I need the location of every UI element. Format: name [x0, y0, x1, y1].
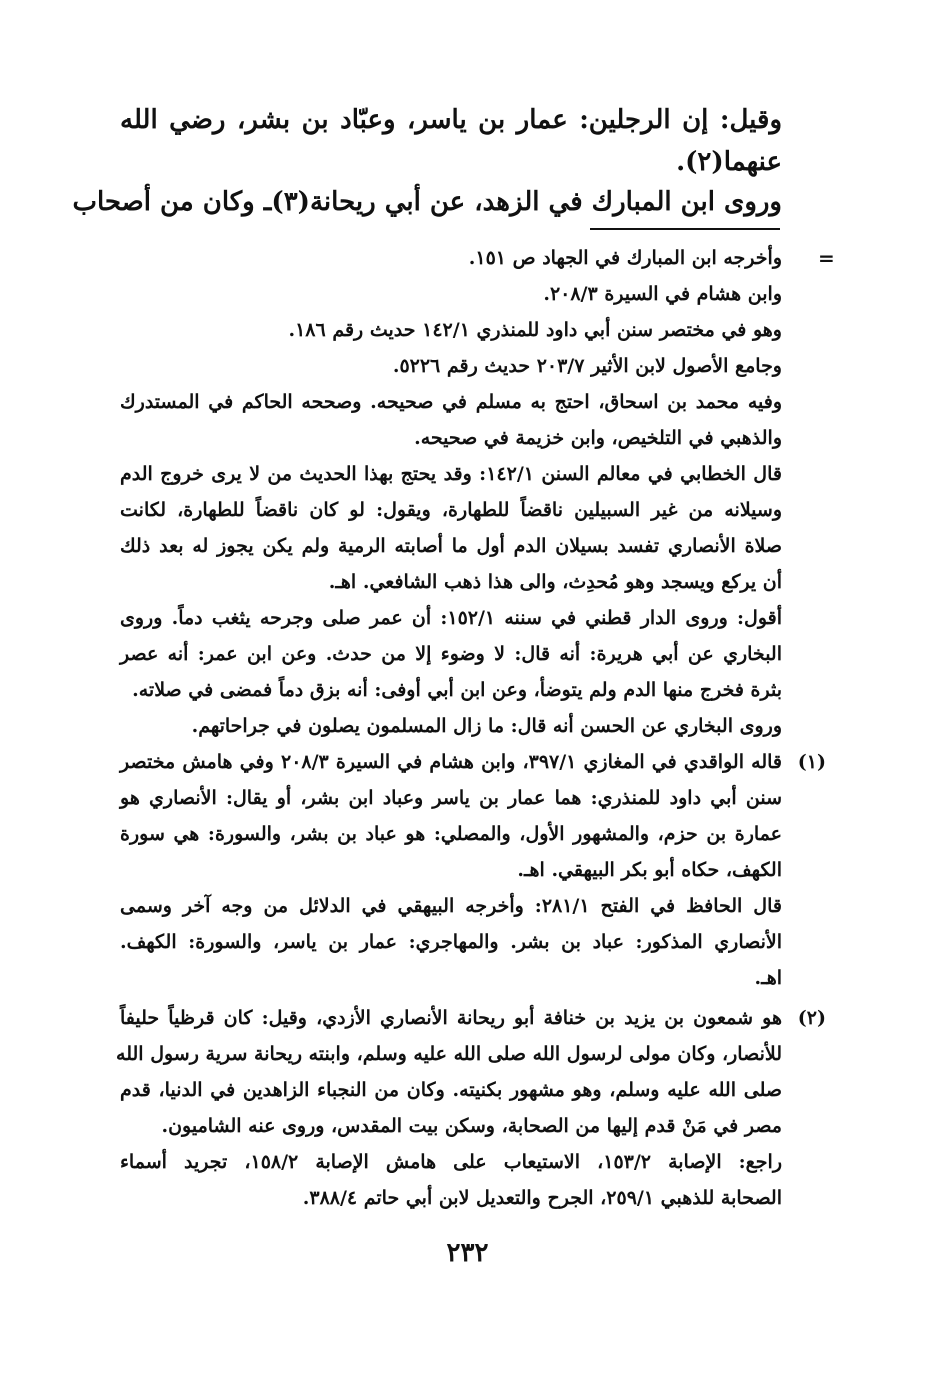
footnote-continued-line: وسيلانه من غير السبيلين ناقضاً للطهارة، ويقول: لو كان ناقضاً للطهارة، لكانت [120, 499, 782, 521]
footnote-2-line: راجع: الإصابة ١٥٣/٢، الاستيعاب على هامش الإصابة ١٥٨/٢، تجريد أسماء [120, 1151, 782, 1173]
footnote-continued-line: وفيه محمد بن اسحاق، احتج به مسلم في صحيحه. وصححه الحاكم في المستدرك [120, 391, 782, 413]
main-text-line-1: وقيل: إن الرجلين: عمار بن ياسر، وعبّاد بن بشر، رضي الله [120, 105, 782, 135]
footnote-continued-line: وابن هشام في السيرة ٢٠٨/٣. [543, 283, 782, 305]
footnote-1-line: اهـ. [754, 967, 782, 989]
footnote-continued-line: البخاري عن أبي هريرة: أنه قال: لا وضوء إلا من حدث. وعن ابن عمر: أنه عصر [120, 643, 782, 665]
footnote-1-line: عمارة بن حزم، والمشهور الأول، والمصلي: هو عباد بن بشر، والسورة: هي سورة [120, 823, 782, 845]
footnote-2-line: الصحابة للذهبي ٢٥٩/١، الجرح والتعديل لابن أبي حاتم ٣٨٨/٤. [302, 1187, 782, 1209]
footnote-continued-line: أن يركع ويسجد وهو مُحدِث، والى هذا ذهب الشافعي. اهـ. [328, 571, 782, 593]
footnote-number: (٢) [797, 1007, 826, 1029]
footnote-continued-line: وأخرجه ابن المبارك في الجهاد ص ١٥١. [468, 247, 782, 269]
footnote-number: (١) [797, 751, 826, 773]
footnote-2-line: صلى الله عليه وسلم، وهو مشهور بكنيته. وكان من النجباء الزاهدين في الدنيا، قدم [120, 1079, 782, 1101]
footnote-continued-line: وهو في مختصر سنن أبي داود للمنذري ١٤٢/١ حديث رقم ١٨٦. [288, 319, 782, 341]
footnote-divider [590, 228, 780, 230]
footnote-1-line: الكهف، حكاه أبو بكر البيهقي. اهـ. [517, 859, 782, 881]
footnote-1-line: قاله الواقدي في المغازي ٣٩٧/١، وابن هشام في السيرة ٢٠٨/٣ وفي هامش مختصر [120, 751, 782, 773]
footnote-continued-line: صلاة الأنصاري تفسد بسيلان الدم أول ما أصابته الرمية ولم يكن يجوز له بعد ذلك [120, 535, 782, 557]
footnote-continued-line: قال الخطابي في معالم السنن ١٤٢/١: وقد يحتج بهذا الحديث من لا يرى خروج الدم [120, 463, 782, 485]
footnote-2-line: هو شمعون بن يزيد بن خنافة أبو ريحانة الأنصاري الأزدي، وقيل: كان قرظياً حليفاً [120, 1007, 782, 1029]
footnote-2-line: للأنصار، وكان مولى لرسول الله صلى الله عليه وسلم، وابنته ريحانة سرية رسول الله [116, 1043, 782, 1065]
footnote-2-line: مصر في مَنْ قدم إليها من الصحابة، وسكن بيت المقدس، وروى عنه الشاميون. [161, 1115, 782, 1137]
footnote-1-line: سنن أبي داود للمنذري: هما عمار بن ياسر وعباد ابن بشر، أو يقال: الأنصاري هو [120, 787, 782, 809]
footnote-continued-line: أقول: وروى الدار قطني في سننه ١٥٢/١: أن عمر صلى وجرحه يثغب دماً. وروى [120, 607, 782, 629]
footnote-1-line: الأنصاري المذكور: عباد بن بشر. والمهاجري: عمار بن ياسر، والسورة: الكهف. [120, 931, 782, 953]
main-text-line-3: وروى ابن المبارك في الزهد، عن أبي ريحانة(٣)ـ وكان من أصحاب [72, 187, 782, 217]
footnote-continued-line: والذهبي في التلخيص، وابن خزيمة في صحيحه. [414, 427, 782, 449]
footnote-1-line: قال الحافظ في الفتح ٢٨١/١: وأخرجه البيهقي في الدلائل من وجه آخر وسمى [120, 895, 782, 917]
footnote-continued-line: وروى البخاري عن الحسن أنه قال: ما زال المسلمون يصلون في جراحاتهم. [191, 715, 782, 737]
footnote-continuation-mark: = [818, 246, 835, 270]
footnote-continued-line: وجامع الأصول لابن الأثير ٢٠٣/٧ حديث رقم ٥٢٢٦. [392, 355, 782, 377]
page-number: ٢٣٢ [446, 1238, 489, 1268]
footnote-continued-line: بثرة فخرج منها الدم ولم يتوضأ، وعن ابن أبي أوفى: أنه بزق دماً فمضى في صلاته. [132, 679, 782, 701]
main-text-line-2: عنهما(٢). [676, 147, 782, 177]
